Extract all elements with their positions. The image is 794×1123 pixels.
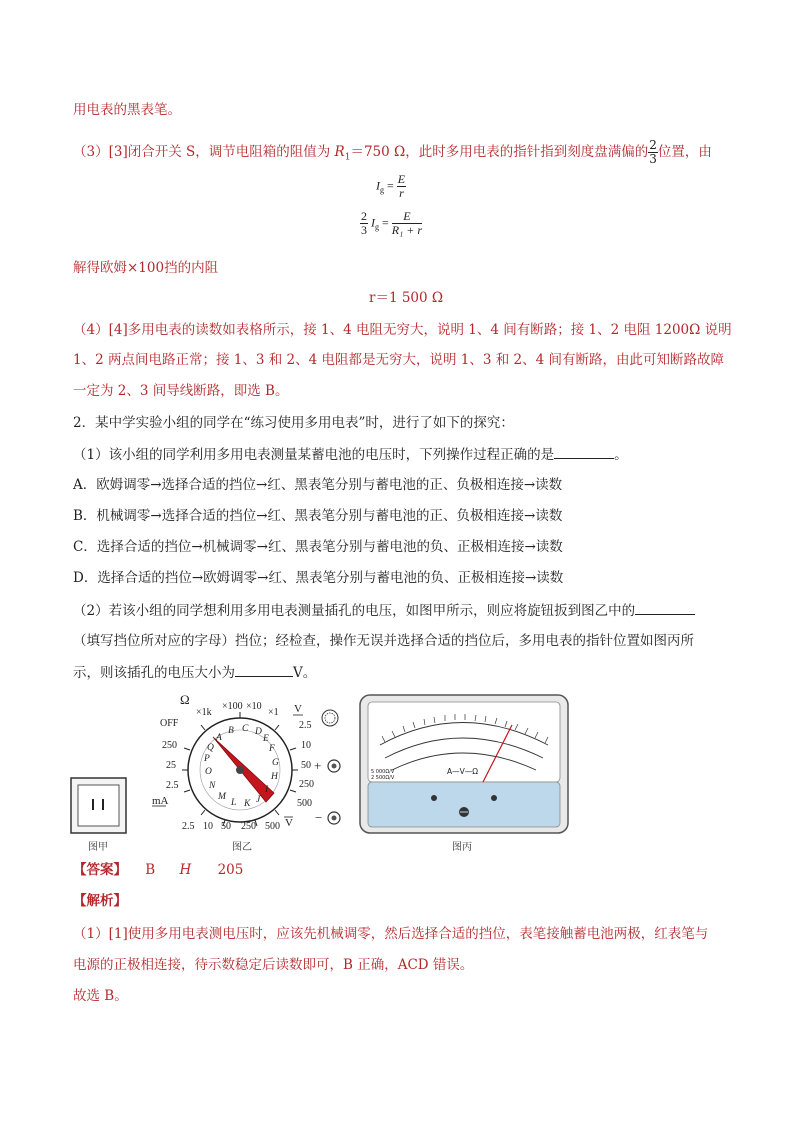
svg-text:mA: mA xyxy=(152,795,169,807)
svg-text:M: M xyxy=(218,792,226,802)
svg-text:50: 50 xyxy=(301,760,311,771)
svg-text:250: 250 xyxy=(162,740,177,751)
text-line-7: 一定为 2、3 间导线断路，即选 B。 xyxy=(73,383,289,399)
svg-text:250: 250 xyxy=(241,821,256,832)
figure-jia-socket xyxy=(71,778,126,853)
svg-text:A—V—Ω: A—V—Ω xyxy=(447,767,478,776)
svg-text:P: P xyxy=(204,754,210,764)
svg-text:×1: ×1 xyxy=(268,707,279,718)
svg-text:×100: ×100 xyxy=(222,701,243,712)
analysis-label: 【解析】 xyxy=(73,893,127,909)
text-line-2: （3）[3]闭合开关 S，调节电阻箱的阻值为 $R_1=750$ Ω，此时多用电表的指针指到刻度盘满偏的 $\frac{2}{3}$ 位置，由 xyxy=(73,138,712,166)
question-2-part-2-line-3: 示，则该插孔的电压大小为 V。 xyxy=(73,662,316,683)
text-line-5: （4）[4]多用电表的读数如表格所示，接 1、4 电阻无穷大，说明 1、4 间有断路；接 1、2 电阻 1200Ω 说明 xyxy=(73,322,732,338)
fraction-two-thirds: $\frac{2}{3}$ xyxy=(649,138,657,166)
svg-text:250: 250 xyxy=(299,779,314,790)
svg-text:L: L xyxy=(231,798,237,808)
svg-text:2.5: 2.5 xyxy=(166,780,179,791)
svg-text:A: A xyxy=(216,733,222,743)
option-c: C．选择合适的挡位→机械调零→红、黑表笔分别与蓄电池的负、正极相连接→读数 xyxy=(73,539,563,555)
text-line-3: 解得欧姆×100挡的内阻 xyxy=(73,260,219,276)
text-line-6: 1、2 两点间电路正常；接 1、3 和 2、4 电阻都是无穷大，说明 1、3 和 2、4 间有断路，由此可知断路故障 xyxy=(73,352,725,368)
svg-text:10: 10 xyxy=(203,821,213,832)
svg-text:OFF: OFF xyxy=(160,718,179,729)
svg-text:C: C xyxy=(242,724,249,734)
svg-text:500: 500 xyxy=(265,821,280,832)
analysis-line-1: （1）[1]使用多用电表测电压时，应该先机械调零，然后选择合适的挡位，表笔接触蓄电池两极，红表笔与 xyxy=(73,926,709,942)
svg-text:D: D xyxy=(255,727,262,737)
caption-jia: 图甲 xyxy=(88,842,108,853)
question-2-part-2-line-1: （2）若该小组的同学想利用多用电表测量插孔的电压，如图甲所示，则应将旋钮扳到图乙中的 xyxy=(73,600,695,621)
svg-text:500: 500 xyxy=(297,798,312,809)
svg-text:50: 50 xyxy=(221,821,231,832)
svg-text:−: − xyxy=(315,810,323,825)
svg-text:Q: Q xyxy=(207,743,214,753)
svg-text:10: 10 xyxy=(301,740,311,751)
analysis-line-2: 电源的正极相连接，待示数稳定后读数即可，B 正确，ACD 错误。 xyxy=(73,957,474,973)
text-line-4: r＝1 500 Ω xyxy=(369,290,444,306)
question-2-part-1: （1）该小组的同学利用多用电表测量某蓄电池的电压时，下列操作过程正确的是 。 xyxy=(73,444,628,465)
svg-text:2.5: 2.5 xyxy=(299,720,312,731)
svg-text:×1k: ×1k xyxy=(196,707,212,718)
svg-text:K: K xyxy=(244,799,251,809)
option-b: B．机械调零→选择合适的挡位→红、黑表笔分别与蓄电池的正、负极相连接→读数 xyxy=(73,508,563,524)
svg-text:V: V xyxy=(285,817,293,829)
svg-text:2.5: 2.5 xyxy=(182,821,195,832)
svg-text:O: O xyxy=(205,767,212,777)
equation-1: $I_g$ = $\frac{E}{r}$ xyxy=(376,172,406,200)
svg-text:F: F xyxy=(269,744,275,754)
svg-text:J: J xyxy=(256,795,261,805)
svg-text:2 500Ω/V: 2 500Ω/V xyxy=(371,775,395,781)
answer-line: 【答案】 B H 205 xyxy=(73,862,244,878)
question-2-part-2-line-2: （填写挡位所对应的字母）挡位；经检查，操作无误并选择合适的挡位后，多用电表的指针位置如图丙所 xyxy=(73,633,694,649)
text-line-1: 用电表的黑表笔。 xyxy=(73,102,181,118)
svg-text:I: I xyxy=(265,785,269,795)
svg-text:B: B xyxy=(228,726,234,736)
svg-text:N: N xyxy=(209,781,216,791)
caption-bing: 图丙 xyxy=(452,842,472,853)
svg-text:H: H xyxy=(271,772,278,782)
svg-text:5 000Ω/V: 5 000Ω/V xyxy=(371,769,395,775)
equation-2: $\frac{2}{3}$ $I_g$ = $\frac{E}{\text{R₁ + r}}$ xyxy=(361,209,423,237)
svg-text:25: 25 xyxy=(166,760,176,771)
option-d: D．选择合适的挡位→欧姆调零→红、黑表笔分别与蓄电池的负、正极相连接→读数 xyxy=(73,570,564,586)
svg-text:V: V xyxy=(294,703,302,715)
svg-text:G: G xyxy=(272,758,279,768)
figure-bing-meter xyxy=(360,695,568,853)
svg-text:E: E xyxy=(263,734,269,744)
caption-yi: 图乙 xyxy=(232,842,252,853)
question-2: 2．某中学实验小组的同学在“练习使用多用电表”时，进行了如下的探究： xyxy=(73,415,514,431)
analysis-line-3: 故选 B。 xyxy=(73,988,128,1004)
option-a: A．欧姆调零→选择合适的挡位→红、黑表笔分别与蓄电池的正、负极相连接→读数 xyxy=(73,477,563,493)
figure-yi-dial xyxy=(152,692,340,853)
svg-text:×10: ×10 xyxy=(246,701,262,712)
svg-text:+: + xyxy=(314,758,322,773)
svg-text:Ω: Ω xyxy=(180,692,190,707)
